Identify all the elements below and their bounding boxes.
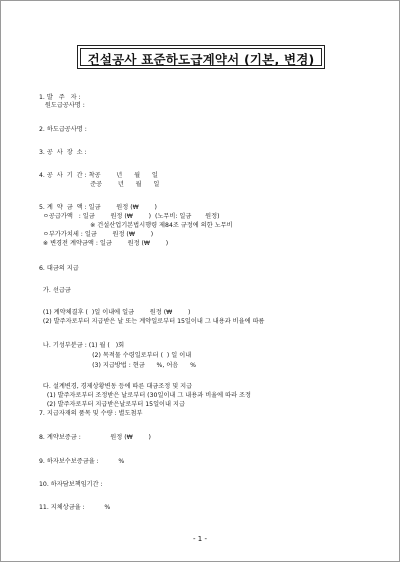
- item-2-subcontract-name: 2. 하도급공사명 :: [39, 126, 87, 133]
- item-5-supply-value: ㅇ공급가액 : 일금 원정 (₩ ) (노무비: 일금 원정): [39, 213, 220, 220]
- item-6a-2: (2) 발주자로부터 지급받은 날 또는 계약일로부터 15일이내 그 내용과 비율에 따름: [39, 318, 265, 325]
- item-6c-adjustment: 다. 설계변경, 경제상황변동 등에 따른 대금조정 및 지급: [39, 383, 193, 390]
- item-1-client: 1. 발 주 자 :: [39, 94, 81, 101]
- item-10-warranty-period: 10. 하자담보책임기간 :: [39, 481, 103, 488]
- item-5-contract-amount: 5. 계 약 금 액 : 일금 원정 (₩ ): [39, 204, 157, 211]
- item-1-original-project: 원도급공사명 :: [39, 102, 85, 109]
- document-title: 건설공사 표준하도급계약서 (기본, 변경): [87, 52, 315, 67]
- item-6a-advance: 가. 선급금: [39, 287, 71, 294]
- item-6b-2: (2) 목적물 수령일로부터 ( ) 일 이내: [39, 352, 192, 359]
- item-6c-2: (2) 발주자로부터 지급받은날로부터 15일이내 지급: [39, 401, 185, 408]
- item-5-labor-note: ※ 건설산업기본법시행령 제84조 규정에 의한 노무비: [39, 222, 233, 229]
- item-7-materials: 7. 지급자재의 품목 및 수량 : 별도첨부: [39, 410, 143, 417]
- page-number: - 1 -: [193, 535, 207, 543]
- item-4-period-end: 준공 년 월 일: [39, 181, 160, 188]
- item-11-delay-rate: 11. 지체상금율 : %: [39, 504, 111, 511]
- title-box: [77, 45, 325, 69]
- item-3-site: 3. 공 사 장 소 :: [39, 149, 87, 156]
- item-9-defect-bond-rate: 9. 하자보수보증금율 : %: [39, 458, 125, 465]
- item-6c-1: (1) 발주자로부터 조정받은 날로부터 (30일이내 그 내용과 비율에 따라 조정: [39, 392, 251, 399]
- item-5-vat: ㅇ부가가치세 : 일금 원정 (₩ ): [39, 231, 154, 238]
- item-6-payment: 6. 대금의 지급: [39, 265, 79, 272]
- item-6b-3: (3) 지급방법 : 현금 %, 어음 %: [39, 362, 196, 369]
- item-8-contract-bond: 8. 계약보증금 : 원정 (₩ ): [39, 434, 151, 441]
- item-6b-progress: 나. 기성부분금 : (1) 월 ( )회: [39, 342, 125, 349]
- item-5-previous-amount: ※ 변경전 계약금액 : 일금 원정 (₩ ): [39, 240, 169, 247]
- item-6a-1: (1) 계약체결후 ( )일 이내에 일금 원정 (₩ ): [39, 309, 191, 316]
- item-4-period-start: 4. 공 사 기 간 : 착공 년 월 일: [39, 172, 158, 179]
